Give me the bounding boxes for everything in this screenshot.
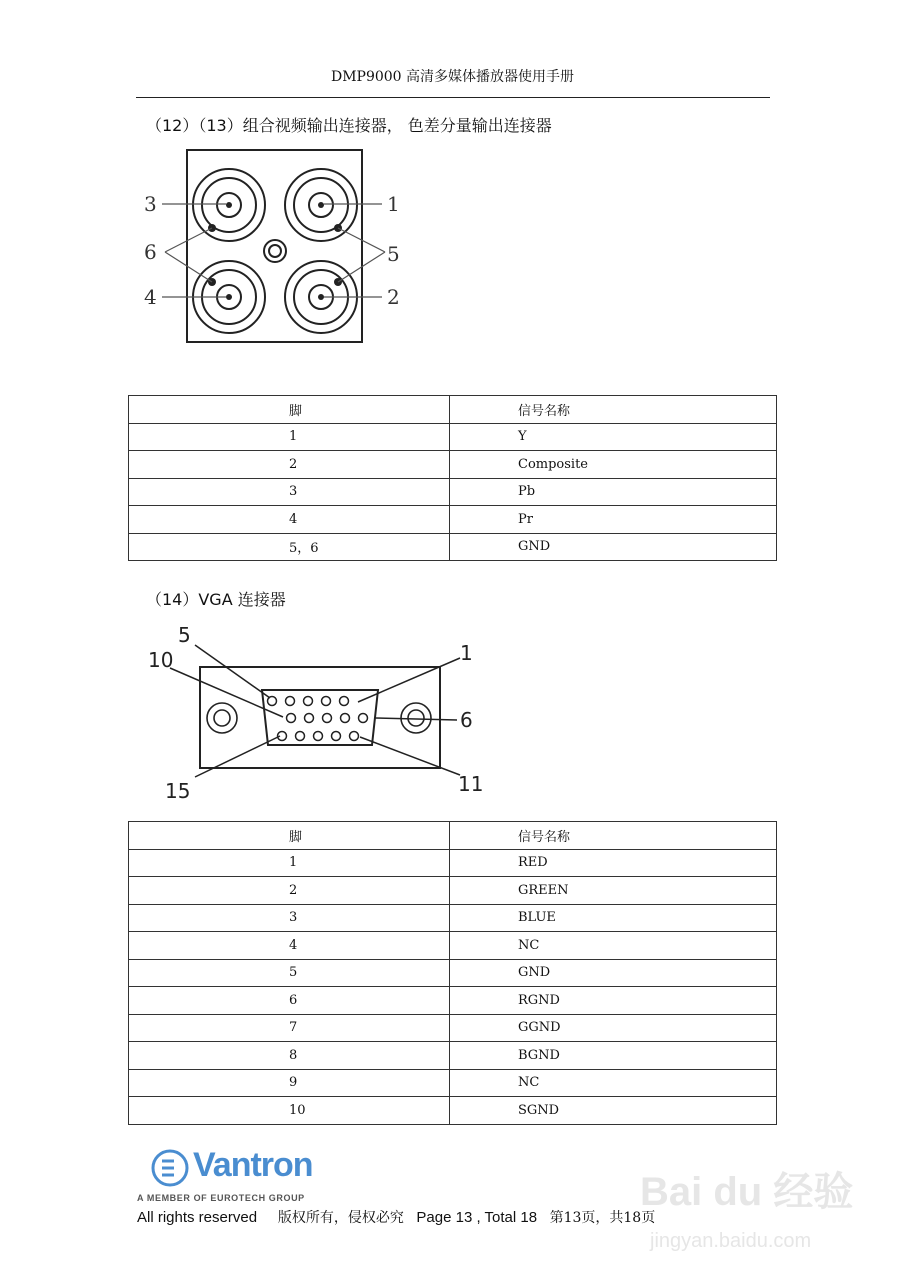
vga-pin-hole xyxy=(332,732,341,741)
header-rule xyxy=(136,97,770,98)
rights-cn: 版权所有，侵权必究 xyxy=(277,1210,404,1226)
table-row: 8 BGND xyxy=(129,1042,777,1070)
vga-pin-hole xyxy=(340,697,349,706)
vga-pin-hole xyxy=(341,714,350,723)
table-row: 4 NC xyxy=(129,932,777,960)
vga-pin-hole xyxy=(350,732,359,741)
eurotech-tagline: A MEMBER OF EUROTECH GROUP xyxy=(137,1193,305,1203)
col-header-signal: 信号名称 xyxy=(450,822,777,850)
rights-text: All rights reserved xyxy=(137,1209,258,1226)
page-number: Page 13 , Total 18 xyxy=(416,1209,538,1226)
vga-label-5: 5 xyxy=(178,623,191,647)
table-row: 3 BLUE xyxy=(129,904,777,932)
vga-label-11: 11 xyxy=(458,772,484,796)
pin-label-5: 5 xyxy=(387,242,400,266)
vantron-logo-text: Vantron xyxy=(193,1146,313,1184)
vga-label-10: 10 xyxy=(148,648,174,672)
vga-pin-hole xyxy=(314,732,323,741)
vga-pin-table xyxy=(128,821,777,1125)
table-row: 2 Composite xyxy=(129,451,777,479)
table-header-row xyxy=(129,396,777,424)
footer-line xyxy=(137,1207,655,1227)
col-header-signal: 信号名称 xyxy=(450,396,777,424)
table-row: 4 Pr xyxy=(129,506,777,534)
vga-pin-hole xyxy=(305,714,314,723)
table-row: 2 GREEN xyxy=(129,877,777,905)
av-pin-table xyxy=(128,395,777,561)
vga-connector-diagram xyxy=(140,615,500,805)
col-header-pin: 脚 xyxy=(129,822,450,850)
vga-pin-hole xyxy=(323,714,332,723)
table-row: 1 RED xyxy=(129,849,777,877)
baidu-watermark-url: jingyan.baidu.com xyxy=(650,1230,812,1252)
table-row: 5，6 GND xyxy=(129,533,777,561)
col-header-pin: 脚 xyxy=(129,396,450,424)
baidu-watermark: Bai du 经验 xyxy=(640,1170,854,1214)
table-row: 1 Y xyxy=(129,423,777,451)
pin-label-1: 1 xyxy=(387,192,400,216)
table-row: 3 Pb xyxy=(129,478,777,506)
table-row: 5 GND xyxy=(129,959,777,987)
section-heading-vga: （14）VGA 连接器 xyxy=(146,590,286,609)
section-heading-video: （12）（13）组合视频输出连接器， 色差分量输出连接器 xyxy=(146,116,552,135)
vga-pin-hole xyxy=(304,697,313,706)
vga-label-15: 15 xyxy=(165,779,191,803)
vga-label-6: 6 xyxy=(460,708,473,732)
av-connector-diagram xyxy=(130,140,430,355)
vga-pin-hole xyxy=(322,697,331,706)
page-header: DMP9000 高清多媒体播放器使用手册 xyxy=(330,69,575,85)
vga-pin-hole xyxy=(286,697,295,706)
vga-label-1: 1 xyxy=(460,641,473,665)
table-row: 7 GGND xyxy=(129,1014,777,1042)
vga-pin-hole xyxy=(287,714,296,723)
vga-pin-hole xyxy=(296,732,305,741)
page-number-cn: 第13页，共18页 xyxy=(549,1210,656,1226)
pin-label-6: 6 xyxy=(144,240,157,264)
vantron-logo-icon xyxy=(150,1148,190,1188)
table-row: 10 SGND xyxy=(129,1097,777,1125)
vga-pin-hole xyxy=(359,714,368,723)
pin-label-3: 3 xyxy=(144,192,157,216)
table-row: 6 RGND xyxy=(129,987,777,1015)
pin-label-4: 4 xyxy=(144,285,157,309)
pin-label-2: 2 xyxy=(387,285,400,309)
table-row: 9 NC xyxy=(129,1069,777,1097)
table-header-row xyxy=(129,822,777,850)
